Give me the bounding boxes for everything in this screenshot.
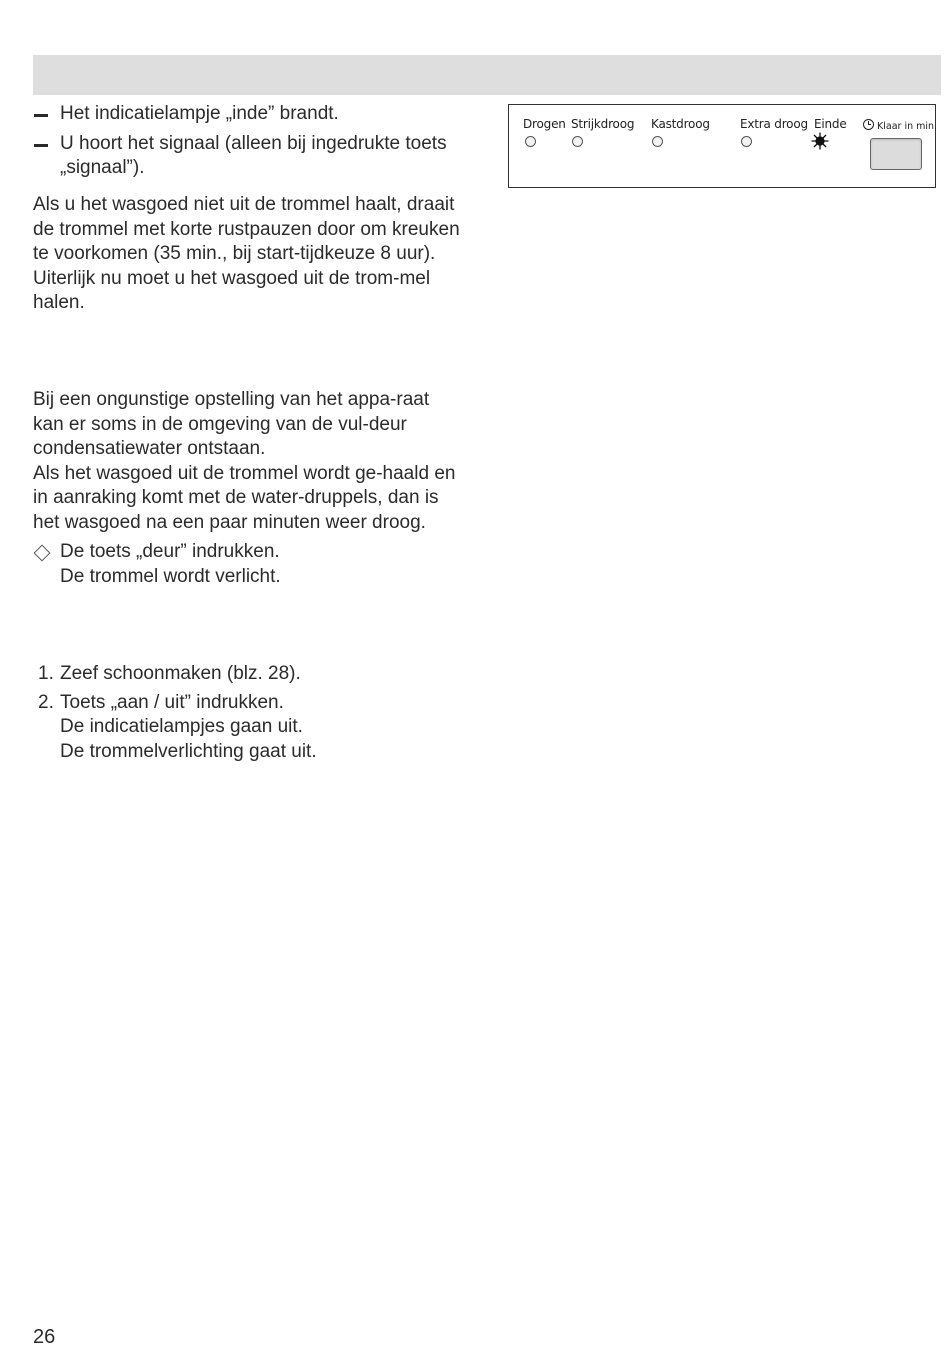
time-display (870, 138, 922, 170)
led-einde-lit-icon (811, 132, 829, 150)
page-number: 26 (33, 1326, 56, 1348)
step-text: De indicatielampjes gaan uit. (60, 716, 303, 737)
paragraph: Als het wasgoed uit de trommel wordt ge-haald en in aanraking komt met de water-druppels, dan is het wasgoed na een paar minuten weer droog. (33, 462, 456, 533)
list-item (33, 540, 463, 589)
panel-label-kastdroog: Kastdroog (651, 117, 710, 131)
timer-label-text: Klaar in min. (877, 121, 938, 132)
bullet-text: U hoort het signaal (alleen bij ingedrukte toets „signaal”). (60, 132, 447, 178)
paragraph-block-2 (33, 388, 463, 589)
list-item (33, 132, 463, 181)
paragraph-block-1 (33, 193, 463, 316)
panel-label-extra-droog: Extra droog (740, 117, 808, 131)
step-number: 1. (38, 663, 54, 684)
led-extra-droog-icon (741, 136, 752, 147)
paragraph: Als u het wasgoed niet uit de trommel haalt, draait de trommel met korte rustpauzen door om kreuken te voorkomen (35 min., bij start-tijdkeuze 8 uur). (33, 194, 460, 264)
list-item (33, 102, 463, 127)
step-number: 2. (38, 691, 54, 713)
led-strijkdroog-icon (572, 136, 583, 147)
clock-icon (863, 119, 874, 130)
step-text: De trommelverlichting gaat uit. (60, 740, 317, 762)
timer-label (863, 119, 937, 132)
bullet-text: Het indicatielampje „inde” brandt. (60, 103, 339, 124)
result-text: De trommel wordt verlicht. (60, 565, 281, 587)
led-kastdroog-icon (652, 136, 663, 147)
header-bar (33, 55, 941, 95)
panel-label-einde: Einde (814, 117, 847, 131)
list-item (33, 691, 463, 765)
panel-label-drogen: Drogen (523, 117, 566, 131)
led-drogen-icon (525, 136, 536, 147)
dash-bullet-icon (34, 114, 48, 117)
diamond-bullet-icon (34, 545, 51, 562)
steps-list (33, 662, 463, 764)
panel-label-strijkdroog: Strijkdroog (571, 117, 635, 131)
paragraph: Bij een ongunstige opstelling van het appa-raat kan er soms in de omgeving van de vul-deur condensatiewater ontstaan. (33, 389, 430, 459)
step-text: Toets „aan / uit” indrukken. (60, 691, 284, 713)
list-item (33, 662, 463, 687)
paragraph: Uiterlijk nu moet u het wasgoed uit de trom-mel halen. (33, 267, 431, 313)
top-bullets (33, 102, 463, 181)
dash-bullet-icon (34, 144, 48, 147)
step-text: Zeef schoonmaken (blz. 28). (60, 663, 301, 684)
instruction-text: De toets „deur” indrukken. (60, 541, 280, 562)
control-panel-illustration (508, 104, 936, 188)
